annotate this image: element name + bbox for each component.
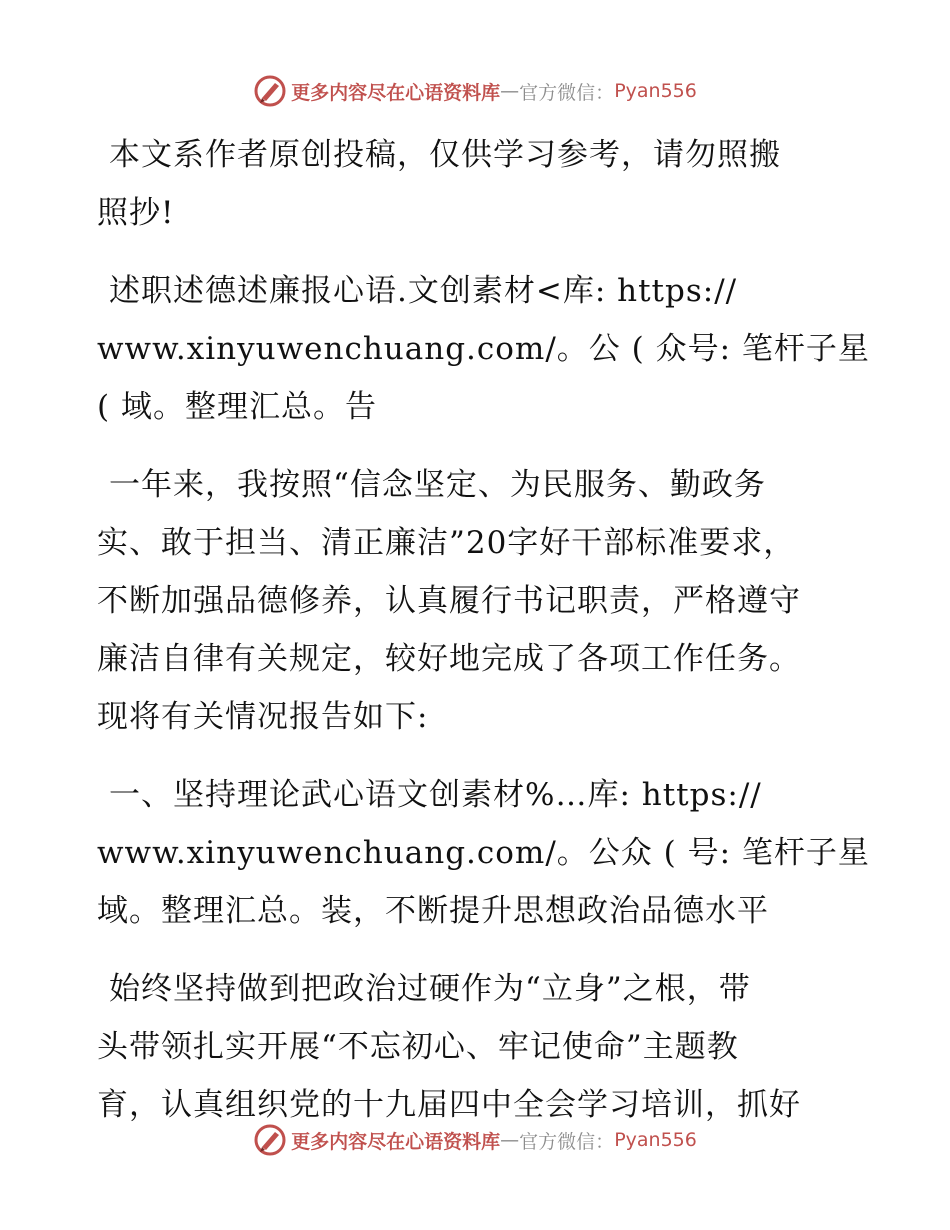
watermark-dash: — <box>500 80 520 102</box>
text-line: 育，认真组织党的十九届四中全会学习培训，抓好 <box>97 1087 801 1123</box>
paragraph-notice <box>97 126 857 242</box>
watermark-site-text: 更多内容尽在心语资料库 <box>291 81 501 104</box>
pen-seal-icon <box>253 74 287 108</box>
paragraph-section-heading <box>97 766 870 940</box>
text-line: www.xinyuwenchuang.com/。公众 ( 号: 笔杆子星 <box>97 835 870 871</box>
text-line: ( 域。整理汇总。告 <box>97 389 377 425</box>
footer-watermark <box>0 1120 950 1160</box>
paragraph-body <box>97 960 857 1134</box>
text-line: 不断加强品德修养，认真履行书记职责，严格遵守 <box>97 583 801 619</box>
watermark-wechat-id: Pyan556 <box>614 80 697 102</box>
watermark-wechat-id: Pyan556 <box>614 1129 697 1151</box>
watermark-wechat-label: 官方微信： <box>519 81 615 104</box>
paragraph-source <box>97 262 870 436</box>
text-line: 始终坚持做到把政治过硬作为“立身”之根，带 <box>109 971 751 1007</box>
text-line: 实、敢于担当、清正廉洁”20字好干部标准要求， <box>97 525 796 561</box>
pen-seal-icon <box>253 1123 287 1157</box>
text-line: 廉洁自律有关规定，较好地完成了各项工作任务。 <box>97 641 801 677</box>
header-watermark <box>0 71 950 111</box>
text-line: 现将有关情况报告如下: <box>97 699 429 735</box>
text-line: 域。整理汇总。装，不断提升思想政治品德水平 <box>97 893 769 929</box>
watermark-dash: — <box>500 1129 520 1151</box>
text-line: 一、坚持理论武心语文创素材%…库: https:// <box>109 777 762 813</box>
paragraph-intro <box>97 456 857 746</box>
watermark-wechat-label: 官方微信： <box>519 1130 615 1153</box>
text-line: 述职述德述廉报心语.文创素材<库: https:// <box>109 273 738 309</box>
text-line: 本文系作者原创投稿，仅供学习参考，请勿照搬 <box>109 137 781 173</box>
watermark-site-text: 更多内容尽在心语资料库 <box>291 1130 501 1153</box>
text-line: 照抄! <box>97 195 175 231</box>
text-line: 头带领扎实开展“不忘初心、牢记使命”主题教 <box>97 1029 739 1065</box>
text-line: 一年来，我按照“信念坚定、为民服务、勤政务 <box>109 467 766 503</box>
text-line: www.xinyuwenchuang.com/。公 ( 众号: 笔杆子星 <box>97 331 870 367</box>
document-body <box>97 126 870 1154</box>
